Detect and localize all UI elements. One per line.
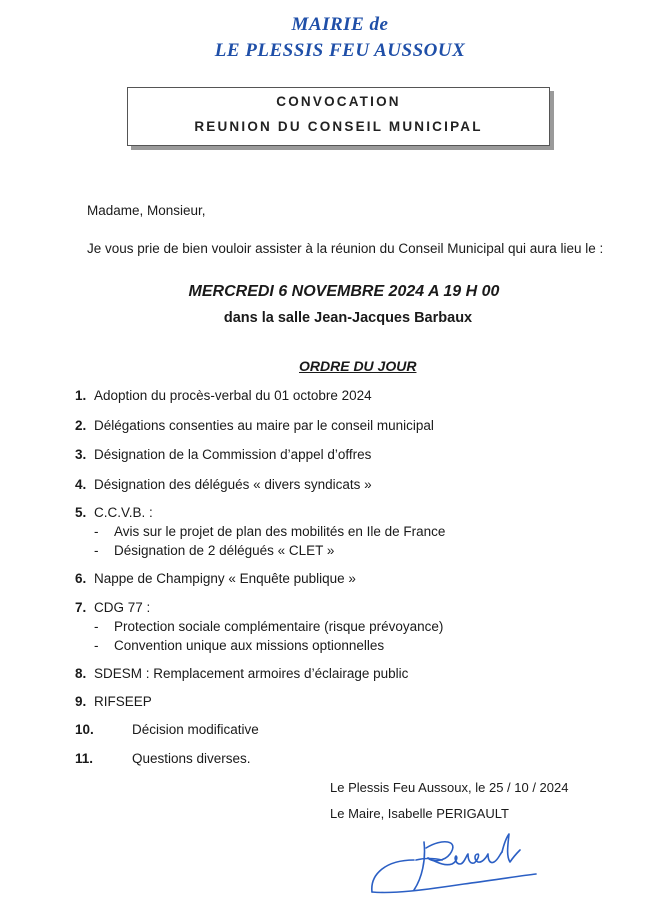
convocation-title: CONVOCATION bbox=[276, 94, 401, 109]
agenda-item-text: Désignation de la Commission d’appel d’offres bbox=[94, 447, 372, 462]
agenda-item-text: CDG 77 : bbox=[94, 600, 151, 615]
agenda-title: ORDRE DU JOUR bbox=[299, 358, 417, 374]
agenda-item-text: Décision modificative bbox=[132, 722, 259, 737]
title-box bbox=[127, 87, 550, 146]
agenda-item-text: C.C.V.B. : bbox=[94, 505, 153, 520]
agenda-item-number: 2. bbox=[75, 418, 87, 433]
agenda-item-number: 4. bbox=[75, 477, 87, 492]
agenda-item-number: 10. bbox=[75, 722, 94, 737]
agenda-item-number: 6. bbox=[75, 571, 87, 586]
agenda-item-text: RIFSEEP bbox=[94, 694, 152, 709]
agenda-item-number: 7. bbox=[75, 600, 87, 615]
agenda-item-number: 9. bbox=[75, 694, 87, 709]
agenda-subitem-text: Désignation de 2 délégués « CLET » bbox=[114, 543, 335, 558]
agenda-item-number: 8. bbox=[75, 666, 87, 681]
agenda-subitem: - Avis sur le projet de plan des mobilités en Ile de France bbox=[94, 524, 446, 539]
commune-name: LE PLESSIS FEU AUSSOUX bbox=[214, 40, 466, 61]
handwritten-signature bbox=[364, 830, 539, 900]
place-and-date: Le Plessis Feu Aussoux, le 25 / 10 / 2024 bbox=[330, 780, 569, 795]
agenda-subitem-text: Convention unique aux missions optionnelles bbox=[114, 638, 385, 653]
mairie-heading: MAIRIE de bbox=[291, 14, 389, 35]
agenda-item-number: 3. bbox=[75, 447, 87, 462]
agenda-subitem: - Protection sociale complémentaire (risque prévoyance) bbox=[94, 619, 444, 634]
agenda-item-number: 11. bbox=[75, 751, 94, 766]
agenda-subitem-text: Avis sur le projet de plan des mobilités en Ile de France bbox=[114, 524, 446, 539]
salutation: Madame, Monsieur, bbox=[87, 203, 206, 218]
meeting-date: MERCREDI 6 NOVEMBRE 2024 A 19 H 00 bbox=[188, 283, 500, 300]
agenda-subitem-text: Protection sociale complémentaire (risque prévoyance) bbox=[114, 619, 444, 634]
agenda-item-number: 1. bbox=[75, 388, 87, 403]
agenda-item-text: Nappe de Champigny « Enquête publique » bbox=[94, 571, 356, 586]
meeting-room: dans la salle Jean-Jacques Barbaux bbox=[223, 310, 473, 326]
agenda-item-text: SDESM : Remplacement armoires d’éclairage public bbox=[94, 666, 409, 681]
agenda-item-number: 5. bbox=[75, 505, 87, 520]
agenda-item-text: Délégations consenties au maire par le conseil municipal bbox=[94, 418, 434, 433]
agenda-subitem: - Convention unique aux missions optionnelles bbox=[94, 638, 385, 653]
intro-paragraph: Je vous prie de bien vouloir assister à la réunion du Conseil Municipal qui aura lieu le : bbox=[87, 241, 604, 256]
agenda-item-text: Désignation des délégués « divers syndicats » bbox=[94, 477, 372, 492]
mayor-signatory: Le Maire, Isabelle PERIGAULT bbox=[330, 806, 509, 821]
meeting-type-title: REUNION DU CONSEIL MUNICIPAL bbox=[194, 119, 483, 134]
agenda-item-text: Adoption du procès-verbal du 01 octobre 2024 bbox=[94, 388, 372, 403]
agenda-subitem: - Désignation de 2 délégués « CLET » bbox=[94, 543, 335, 558]
agenda-item-text: Questions diverses. bbox=[132, 751, 251, 766]
